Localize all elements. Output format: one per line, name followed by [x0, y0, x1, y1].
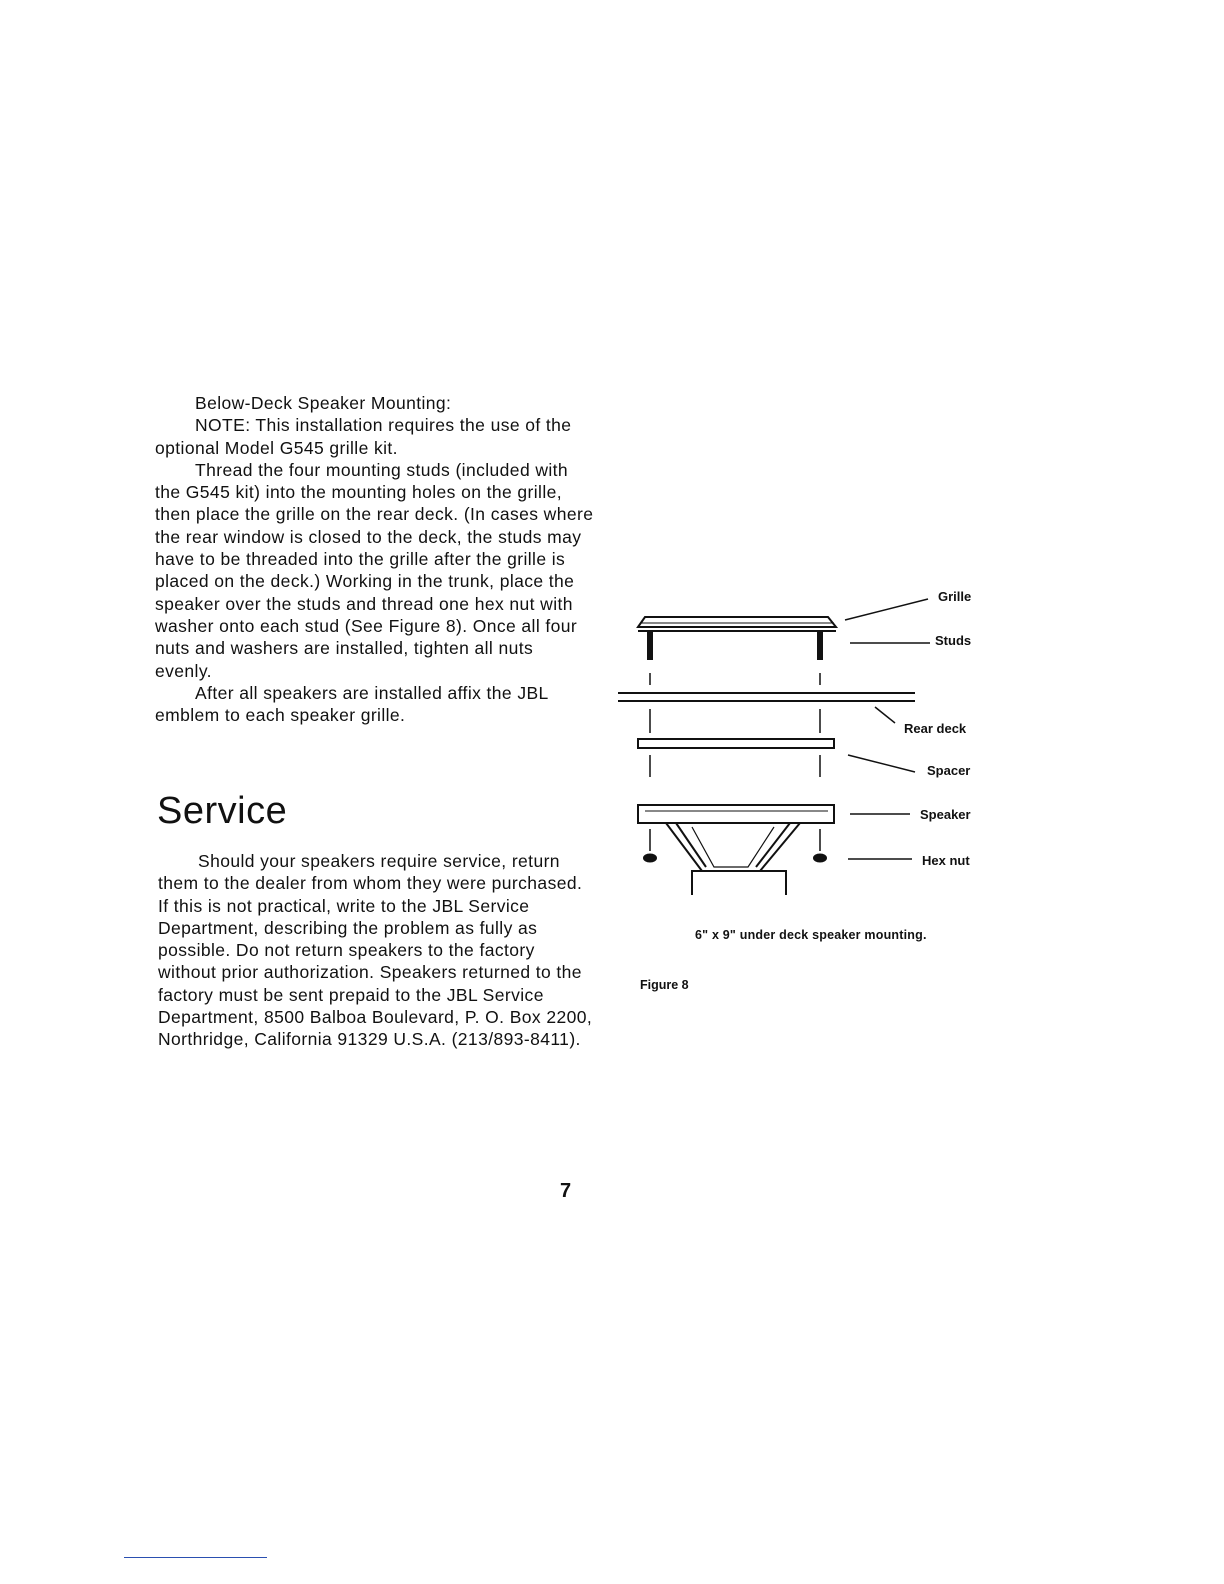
label-studs: Studs [935, 633, 972, 648]
label-rear-deck: Rear deck [904, 721, 967, 736]
label-speaker: Speaker [920, 807, 971, 822]
speaker-drawing [638, 805, 834, 895]
installation-note: NOTE: This installation requires the use of the optional Model G545 grille kit. [155, 415, 572, 458]
installation-instructions: Thread the four mounting studs (included with the G545 kit) into the mounting holes on the grille, then place the grille on the rear deck. (In cases where the rear window is closed to the deck, the studs may have to be threaded into the grille after the grille is placed on the deck.) Working in the trunk, place the speaker over the studs and thread one hex nut with washer onto each stud (See Figure 8). Once all four nuts and washers are installed, tighten all nuts evenly. [155, 459, 594, 681]
label-spacer: Spacer [927, 763, 971, 778]
page-number: 7 [560, 1180, 572, 1202]
label-hex-nut: Hex nut [922, 853, 970, 868]
hex-nuts-drawing [644, 829, 826, 862]
section-heading-below-deck: Below-Deck Speaker Mounting: [195, 393, 452, 413]
studs-drawing [648, 631, 822, 685]
service-heading: Service [157, 790, 288, 832]
figure-caption: 6" x 9" under deck speaker mounting. [695, 928, 927, 942]
mounting-diagram-svg [610, 575, 1010, 895]
installation-section [155, 392, 595, 726]
footer-rule [124, 1557, 267, 1558]
label-grille: Grille [938, 589, 972, 604]
figure-number: Figure 8 [640, 978, 689, 992]
grille-drawing [638, 617, 836, 631]
emblem-instruction: After all speakers are installed affix the JBL emblem to each speaker grille. [155, 682, 549, 726]
service-section [158, 850, 598, 1051]
rear-deck-drawing [618, 693, 915, 701]
mounting-diagram [610, 575, 1010, 895]
spacer-drawing [638, 739, 834, 748]
service-paragraph: Should your speakers require service, return them to the dealer from whom they were purchased. If this is not practical, write to the JBL Service Department, describing the problem as fully as possible. Do not return speakers to the factory without prior authorization. Speakers returned to the factory must be sent prepaid to the JBL Service Department, 8500 Balboa Boulevard, P. O. Box 2200, Northridge, California 91329 U.S.A. (213/893-8411). [158, 851, 593, 1050]
